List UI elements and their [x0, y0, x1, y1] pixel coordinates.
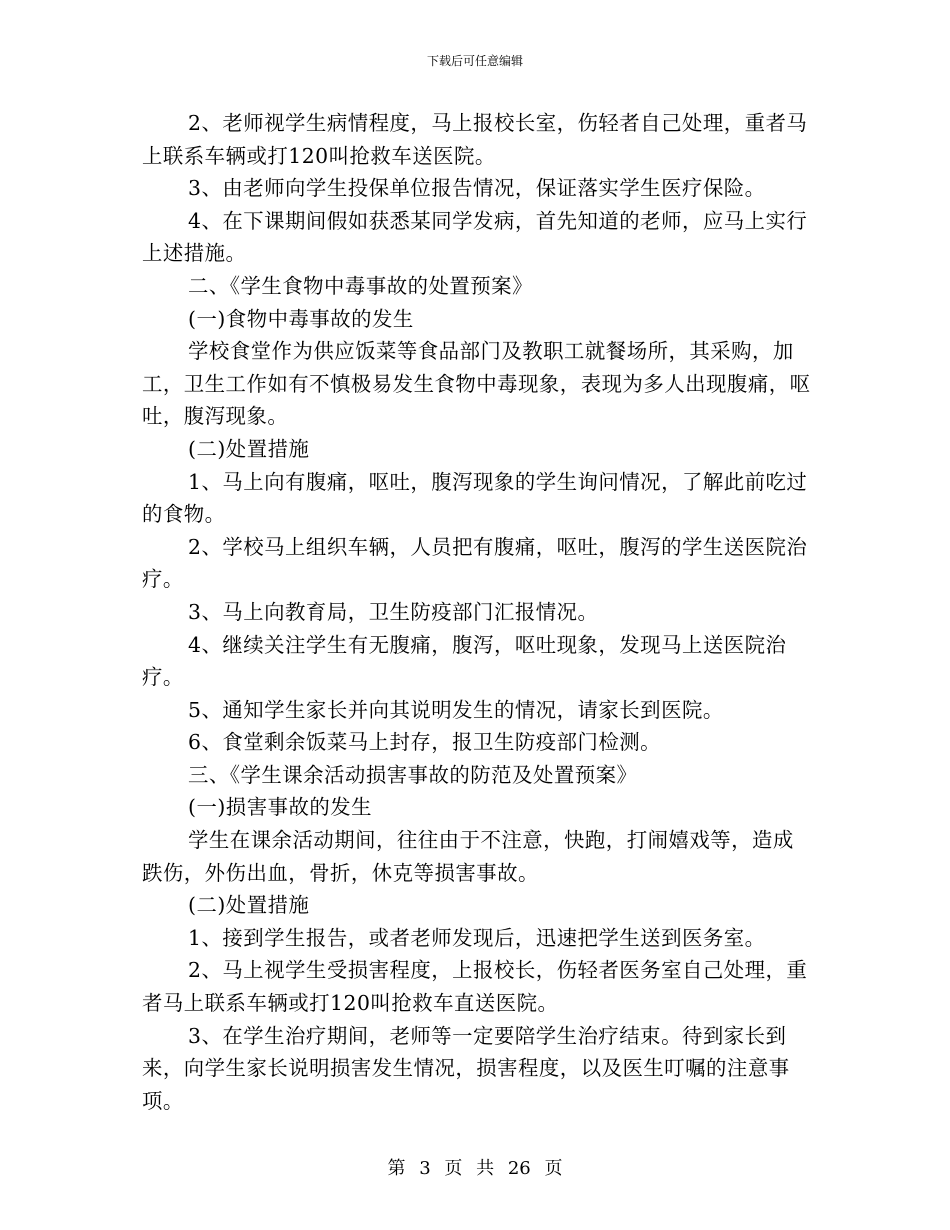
paragraph: 3、在学生治疗期间，老师等一定要陪学生治疗结束。待到家长到来，向学生家长说明损害发生情况，损害程度，以及医生叮嘱的注意事项。 [142, 1023, 790, 1113]
paragraph: 2、老师视学生病情程度，马上报校长室，伤轻者自己处理，重者马上联系车辆或打120叫抢救车送医院。 [142, 111, 808, 168]
paragraph: 2、学校马上组织车辆，人员把有腹痛，呕吐，腹泻的学生送医院治疗。 [142, 534, 808, 592]
page-number-footer: 第 3 页 共 26 页 [387, 1158, 563, 1179]
paragraph: 4、继续关注学生有无腹痛，腹泻，呕吐现象，发现马上送医院治疗。 [142, 632, 787, 690]
paragraph: 6、食堂剩余饭菜马上封存，报卫生防疫部门检测。 [188, 730, 662, 755]
subsection-heading: (二)处置措施 [188, 893, 310, 918]
paragraph: 学校食堂作为供应饭菜等食品部门及教职工就餐场所，其采购，加工，卫生工作如有不慎极易发生食物中毒现象，表现为多人出现腹痛，呕吐，腹泻现象。 [142, 339, 811, 429]
paragraph: 3、由老师向学生投保单位报告情况，保证落实学生医疗保险。 [188, 176, 766, 201]
paragraph: 4、在下课期间假如获悉某同学发病，首先知道的老师，应马上实行上述措施。 [142, 208, 808, 266]
document-body [142, 107, 812, 1117]
section-heading: 二、《学生食物中毒事故的处置预案》 [188, 273, 533, 298]
paragraph: 5、通知学生家长并向其说明发生的情况，请家长到医院。 [188, 697, 724, 722]
paragraph: 学生在课余活动期间，往往由于不注意，快跑，打闹嬉戏等，造成跌伤，外伤出血，骨折，休克等损害事故。 [142, 828, 794, 885]
section-heading: 三、《学生课余活动损害事故的防范及处置预案》 [188, 762, 638, 787]
subsection-heading: (一)食物中毒事故的发生 [188, 306, 414, 331]
paragraph: 1、接到学生报告，或者老师发现后，迅速把学生送到医务室。 [188, 925, 766, 950]
paragraph: 3、马上向教育局，卫生防疫部门汇报情况。 [188, 599, 599, 624]
paragraph: 2、马上视学生受损害程度，上报校长，伤轻者医务室自己处理，重者马上联系车辆或打120叫抢救车直送医院。 [142, 958, 808, 1016]
subsection-heading: (一)损害事故的发生 [188, 795, 373, 820]
subsection-heading: (二)处置措施 [188, 436, 310, 461]
paragraph: 1、马上向有腹痛，呕吐，腹泻现象的学生询问情况，了解此前吃过的食物。 [142, 469, 808, 527]
page-header: 下载后可任意编辑 [426, 54, 523, 68]
